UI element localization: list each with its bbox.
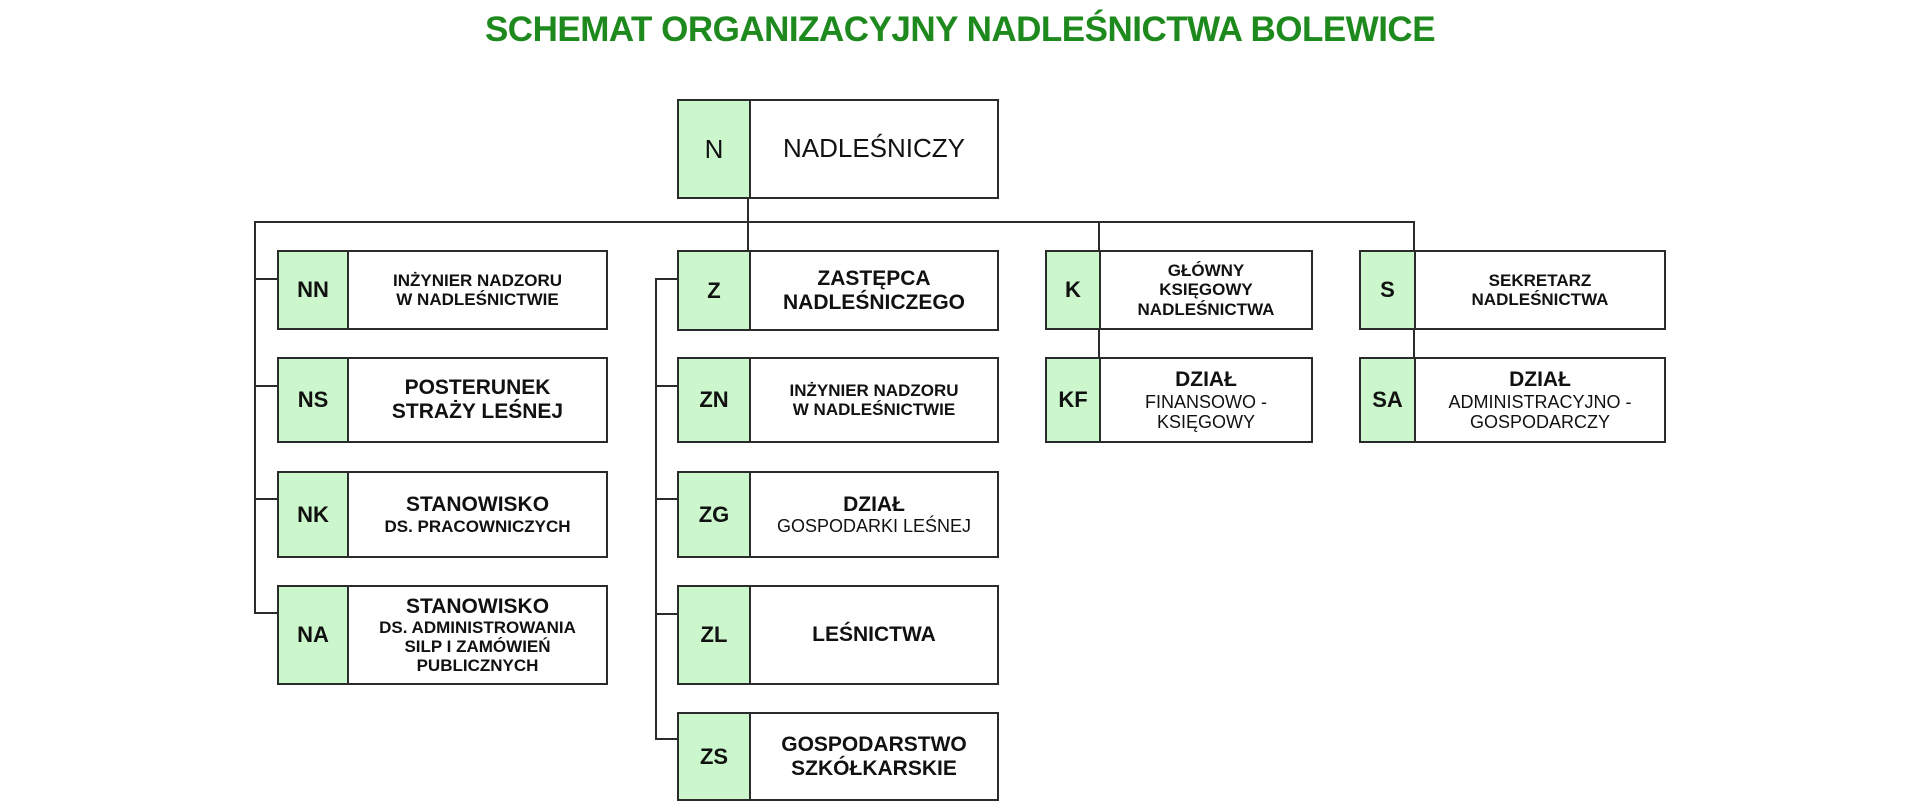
connector-top-bar: [254, 221, 1415, 223]
connector-root-down: [747, 198, 749, 250]
unit-code: NK: [279, 473, 349, 556]
unit-name-line: GOSPODARSTWO: [781, 732, 967, 756]
unit-code: Z: [679, 252, 751, 329]
unit-code: K: [1047, 252, 1101, 328]
org-box-zl: [677, 585, 999, 685]
unit-code: NA: [279, 587, 349, 683]
unit-code: ZG: [679, 473, 751, 556]
org-box-ns: [277, 357, 608, 443]
unit-name-line: DS. ADMINISTROWANIA: [379, 618, 576, 638]
unit-name-line: STRAŻY LEŚNEJ: [391, 400, 564, 423]
unit-name-line: POSTERUNEK: [404, 376, 551, 400]
org-box-na: [277, 585, 608, 685]
org-box-nk: [277, 471, 608, 558]
unit-name-line: SEKRETARZ: [1488, 270, 1592, 290]
unit-name-line: NADLEŚNICZEGO: [782, 290, 965, 314]
unit-name-line: GOSPODARCZY: [1469, 411, 1611, 432]
connector-z-vertical: [655, 278, 657, 740]
unit-name-line: GOSPODARKI LEŚNEJ: [776, 516, 972, 537]
unit-name-line: KSIĘGOWY: [1159, 280, 1253, 300]
unit-name-line: SILP I ZAMÓWIEŃ: [404, 637, 551, 657]
unit-name: NADLEŚNICZY: [782, 133, 966, 164]
unit-name-line: W NADLEŚNICTWIE: [396, 290, 559, 309]
unit-code: N: [679, 101, 751, 197]
org-box-s: [1359, 250, 1666, 330]
unit-name-line: GŁÓWNY: [1167, 261, 1245, 281]
connector-ns: [254, 385, 278, 387]
unit-code: NN: [279, 252, 349, 328]
unit-name-line: KSIĘGOWY: [1156, 411, 1255, 432]
unit-code: ZS: [679, 714, 751, 799]
connector-zs: [655, 738, 679, 740]
unit-name-line: NADLEŚNICTWA: [1137, 299, 1275, 319]
unit-code: NS: [279, 359, 349, 441]
connector-zn: [655, 385, 679, 387]
org-box-zs: [677, 712, 999, 801]
unit-code: S: [1361, 252, 1416, 328]
unit-code: SA: [1361, 359, 1416, 441]
org-box-k: [1045, 250, 1313, 330]
unit-name-line: W NADLEŚNICTWIE: [792, 400, 956, 419]
org-box-sa: [1359, 357, 1666, 443]
unit-name-line: FINANSOWO -: [1145, 391, 1267, 412]
unit-name-line: ZASTĘPCA: [817, 266, 931, 290]
connector-nk: [254, 498, 278, 500]
unit-name-line: STANOWISKO: [405, 493, 550, 517]
chart-title: SCHEMAT ORGANIZACYJNY NADLEŚNICTWA BOLEWICE: [484, 10, 1436, 49]
org-box-kf: [1045, 357, 1313, 443]
unit-name-line: ADMINISTRACYJNO -: [1448, 391, 1632, 412]
unit-code: KF: [1047, 359, 1101, 441]
unit-name-line: INŻYNIER NADZORU: [392, 270, 563, 290]
connector-zl: [655, 613, 679, 615]
unit-name-line: DZIAŁ: [1175, 368, 1237, 392]
connector-na: [254, 612, 278, 614]
org-box-z: [677, 250, 999, 331]
unit-name-line: NADLEŚNICTWA: [1471, 290, 1609, 309]
unit-name-line: DS. PRACOWNICZYCH: [384, 516, 571, 536]
unit-name-line: INŻYNIER NADZORU: [789, 380, 959, 400]
unit-code: ZN: [679, 359, 751, 441]
org-box-zg: [677, 471, 999, 558]
org-box-zn: [677, 357, 999, 443]
unit-name-line: PUBLICZNYCH: [416, 656, 539, 676]
unit-name-line: LEŚNICTWA: [812, 623, 936, 647]
unit-name-line: DZIAŁ: [843, 492, 905, 516]
connector-nn: [254, 278, 278, 280]
org-box-n: [677, 99, 999, 199]
unit-code: ZL: [679, 587, 751, 683]
connector-z: [655, 278, 679, 280]
unit-name-line: SZKÓŁKARSKIE: [791, 756, 957, 780]
unit-name-line: DZIAŁ: [1509, 368, 1571, 392]
unit-name-line: STANOWISKO: [405, 594, 550, 618]
connector-zg: [655, 498, 679, 500]
org-box-nn: [277, 250, 608, 330]
